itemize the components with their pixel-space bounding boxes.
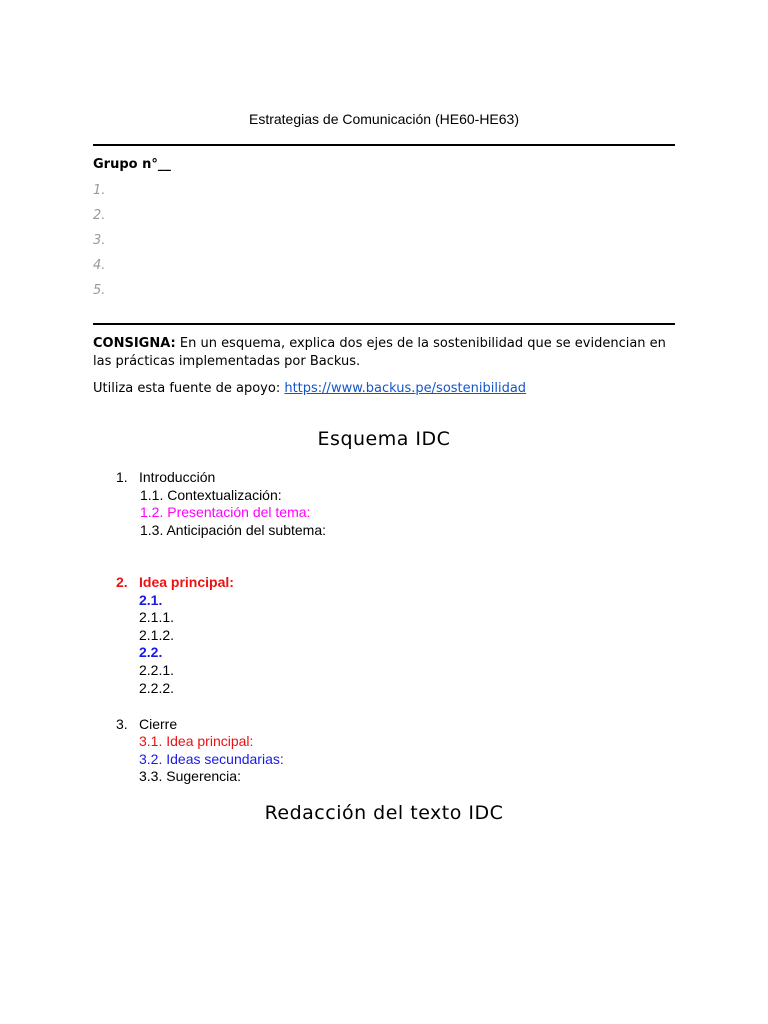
outline-intro-item-3: 1.3. Anticipación del subtema: [140, 522, 327, 538]
outline-main-item-4: 2.2. [139, 644, 163, 660]
outline-intro-item-2: 1.2. Presentación del tema: [140, 504, 311, 520]
consigna-label: CONSIGNA: [93, 336, 176, 351]
consigna-paragraph [93, 335, 683, 371]
outline-intro-number: 1. [116, 469, 128, 485]
group-number-label: Grupo n°__ [93, 157, 171, 172]
outline-main-number: 2. [116, 574, 128, 590]
source-prefix: Utiliza esta fuente de apoyo: [93, 381, 285, 396]
outline-closing-item-2: 3.2. Ideas secundarias: [139, 751, 284, 767]
outline-main-item-5: 2.2.1. [139, 662, 175, 678]
outline-main-item-6: 2.2.2. [139, 680, 175, 696]
outline-title: Esquema IDC [317, 428, 451, 450]
group-member-4: 4. [93, 258, 106, 273]
group-member-3: 3. [93, 233, 106, 248]
document-header-title: Estrategias de Comunicación (HE60-HE63) [248, 111, 519, 127]
outline-intro-item-1: 1.1. Contextualización: [140, 487, 282, 503]
outline-main-label: Idea principal: [139, 574, 234, 590]
source-link[interactable]: https://www.backus.pe/sostenibilidad [284, 381, 527, 396]
outline-closing-number: 3. [116, 716, 128, 732]
consigna-text: En un esquema, explica dos ejes de la sostenibilidad que se evidencian en las prácticas implementadas por Backus. [93, 336, 666, 369]
source-paragraph [93, 380, 683, 398]
outline-main-item-2: 2.1.1. [139, 609, 175, 625]
outline-intro-label: Introducción [139, 469, 216, 485]
writing-section-title: Redacción del texto IDC [264, 802, 504, 824]
group-member-2: 2. [93, 208, 106, 223]
header-divider [93, 144, 675, 146]
group-divider [93, 323, 675, 325]
group-member-5: 5. [93, 283, 106, 298]
outline-closing-item-3: 3.3. Sugerencia: [139, 768, 241, 784]
outline-main-item-3: 2.1.2. [139, 627, 175, 643]
outline-main-item-1: 2.1. [139, 592, 163, 608]
outline-closing-label: Cierre [139, 716, 178, 732]
outline-closing-item-1: 3.1. Idea principal: [139, 733, 254, 749]
group-member-1: 1. [93, 183, 106, 198]
